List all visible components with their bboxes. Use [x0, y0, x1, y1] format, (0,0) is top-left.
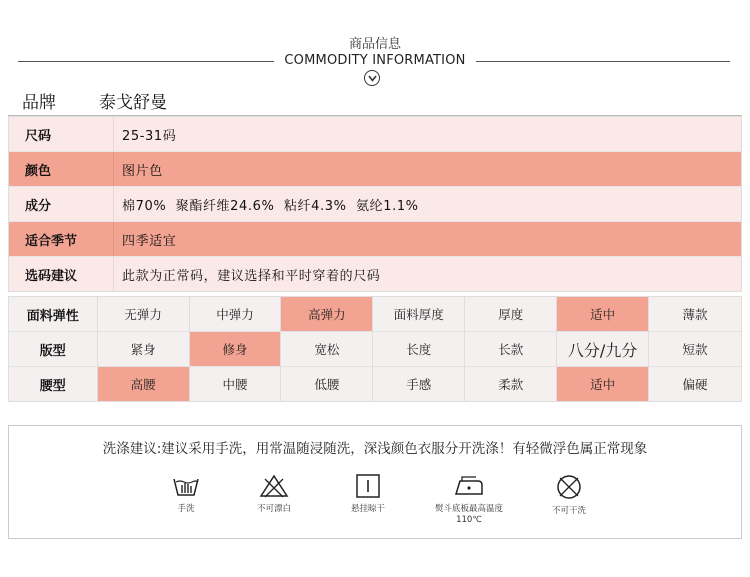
attr-option: 手感: [373, 367, 465, 401]
spec-value: 图片色: [122, 163, 163, 179]
attr-row-waist: [9, 367, 741, 401]
section-title-en: COMMODITY INFORMATION: [284, 53, 466, 68]
spec-key: 选码建议: [9, 257, 114, 291]
icon-label: 手洗: [177, 504, 195, 514]
icon-label: 不可干洗: [551, 506, 586, 516]
chevron-down-circle-icon: [364, 70, 380, 86]
attr-option: 无弹力: [98, 297, 190, 331]
spec-key: 成分: [9, 187, 114, 221]
no-bleach-icon: [244, 473, 304, 515]
attr-label: 版型: [9, 332, 98, 366]
attr-option: 中弹力: [190, 297, 282, 331]
attr-option-selected: 高弹力: [281, 297, 373, 331]
spec-value: 此款为正常码，建议选择和平时穿着的尺码: [122, 268, 381, 284]
attr-option: 面料厚度: [373, 297, 465, 331]
attr-option-selected: 修身: [190, 332, 282, 366]
spec-value: 四季适宜: [122, 233, 177, 249]
no-dry-clean-icon: [539, 473, 599, 517]
attr-option: 厚度: [465, 297, 557, 331]
washing-panel: [8, 425, 742, 539]
spec-key: 适合季节: [9, 222, 114, 256]
spec-row-season: [9, 222, 741, 257]
icon-label: 不可漂白: [256, 504, 291, 514]
attr-option: 柔款: [465, 367, 557, 401]
attr-row-elasticity: [9, 297, 741, 332]
hand-wash-icon: [156, 473, 216, 515]
attr-option-selected: 适中: [557, 297, 649, 331]
spec-row-size-advice: [9, 257, 741, 291]
hang-dry-icon: [338, 473, 398, 515]
iron-icon: [434, 473, 504, 526]
section-title-cn: 商品信息: [348, 37, 401, 52]
attr-option: 宽松: [281, 332, 373, 366]
attr-option: 偏硬: [682, 377, 708, 392]
attr-option: 低腰: [281, 367, 373, 401]
spec-table: [8, 116, 742, 292]
attr-label: 面料弹性: [9, 297, 98, 331]
attribute-grid: [8, 296, 742, 402]
icon-label: 悬挂晾干: [350, 504, 385, 514]
attr-option-selected: 适中: [557, 367, 649, 401]
attr-option: 紧身: [98, 332, 190, 366]
attr-row-fit: [9, 332, 741, 367]
spec-row-size: [9, 117, 741, 152]
spec-key: 颜色: [9, 152, 114, 186]
attr-option-selected: 高腰: [98, 367, 190, 401]
attr-option: 八分/九分: [557, 332, 649, 366]
spec-value: 棉70% 聚酯纤维24.6% 粘纤4.3% 氨纶1.1%: [122, 198, 419, 214]
spec-key: 尺码: [9, 117, 114, 151]
washing-advice: 洗涤建议:建议采用手洗，用常温随浸随洗，深浅颜色衣服分开洗涤！有轻微浮色属正常现象: [102, 441, 648, 457]
icon-label: 熨斗底板最高温度110℃: [434, 504, 503, 526]
attr-option: 薄款: [682, 307, 708, 322]
spec-row-material: [9, 187, 741, 222]
attr-option: 长款: [465, 332, 557, 366]
attr-option: 长度: [373, 332, 465, 366]
attr-label: 腰型: [9, 367, 98, 401]
attr-option: 短款: [682, 342, 708, 357]
spec-value: 25-31码: [122, 128, 177, 144]
attr-option: 中腰: [190, 367, 282, 401]
brand-value: 泰戈舒曼: [99, 93, 167, 113]
brand-label: 品牌: [22, 93, 56, 113]
spec-row-color: [9, 152, 741, 187]
